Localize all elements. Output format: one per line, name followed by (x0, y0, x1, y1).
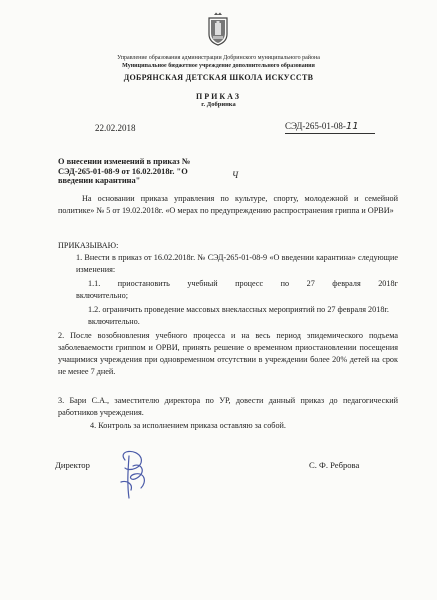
coat-of-arms-icon (207, 12, 229, 46)
document-city: г. Добринка (201, 101, 236, 108)
number-underline (285, 133, 375, 134)
document-subject: О внесении изменений в приказ № СЭД-265-01-08-9 от 16.02.2018г. "О введении карантина" (58, 157, 191, 186)
document-number (285, 121, 359, 132)
org-type-line: Муниципальное бюджетное учреждение дополнительного образования (122, 63, 315, 69)
order-item-1-1-tail: включительно; (76, 291, 129, 300)
signatory-name: С. Ф. Реброва (309, 460, 360, 470)
org-name: ДОБРЯНСКАЯ ДЕТСКАЯ ШКОЛА ИСКУССТВ (123, 73, 314, 82)
basis-paragraph: На основании приказа управления по культуре, спорту, молодежной и семейной политике» № 5 от 19.02.2018г. «О мерах по предупреждению распространения гриппа и ОРВИ» (58, 194, 398, 215)
document-type: ПРИКАЗ (196, 92, 241, 101)
document-number-handwritten: 11 (345, 121, 359, 132)
handwritten-signature (107, 446, 157, 500)
document-number-printed: СЭД-265-01-08- (285, 121, 346, 131)
orders-heading: ПРИКАЗЫВАЮ: (58, 241, 119, 250)
order-item-4: 4. Контроль за исполнением приказа оставляю за собой. (90, 421, 286, 430)
order-item-1-1 (58, 278, 398, 302)
signatory-role: Директор (55, 460, 90, 470)
order-item-1-2: 1.2. ограничить проведение массовых внеклассных мероприятий по 27 февраля 2018г. включительно. (88, 305, 389, 326)
order-item-1: 1. Внести в приказ от 16.02.2018г. № СЭД-265-01-08-9 «О введении карантина» следующие изменения: (76, 253, 398, 274)
order-item-2: 2. После возобновления учебного процесса и на весь период эпидемического подъема заболеваемости гриппом и ОРВИ, принять решение о временном приостановлении посещения учащимися учреждения при одновременном отсутствии в учреждении более 20% детей на срок не менее 7 дней. (58, 331, 398, 376)
order-item-3: 3. Бари С.А., заместителю директора по УР, довести данный приказ до педагогический работников учреждения. (58, 396, 398, 417)
handwritten-mark: Ч (232, 170, 239, 180)
order-item-1-1-row: 1.1. приостановить учебный процесс по 27 февраля 2018г (88, 279, 398, 288)
org-parent-line: Управление образования администрации Добринского муниципального района (117, 55, 320, 61)
document-date: 22.02.2018 (95, 123, 136, 133)
